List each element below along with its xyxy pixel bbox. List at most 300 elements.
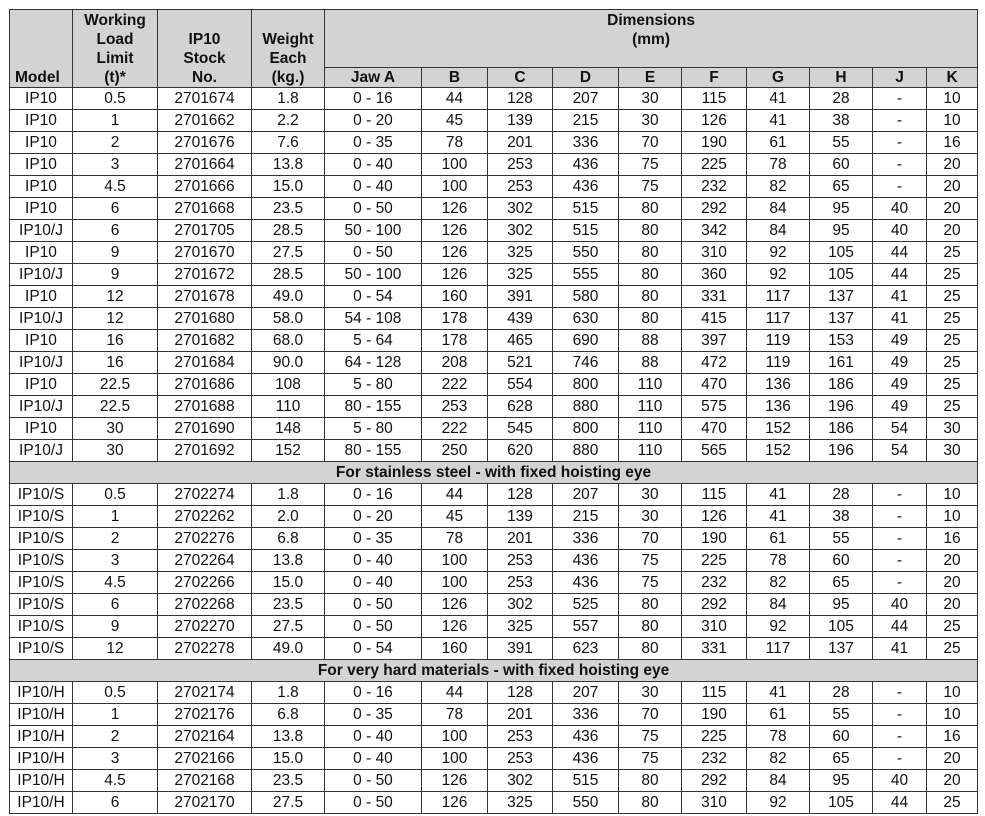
table-cell: 0 - 40 (325, 748, 422, 770)
table-cell: 436 (553, 154, 619, 176)
table-cell: 253 (488, 154, 553, 176)
table-cell: 415 (682, 308, 747, 330)
table-cell: IP10/J (10, 308, 73, 330)
table-cell: 23.5 (252, 770, 325, 792)
table-cell: 65 (810, 572, 873, 594)
table-cell: 6 (73, 792, 158, 814)
table-row (10, 638, 978, 660)
table-cell: 25 (927, 242, 978, 264)
table-cell: 6 (73, 198, 158, 220)
table-cell: IP10/H (10, 726, 73, 748)
table-cell: 10 (927, 506, 978, 528)
table-cell: 6 (73, 220, 158, 242)
table-cell: 152 (747, 418, 810, 440)
table-cell: 2702268 (158, 594, 252, 616)
table-cell: 92 (747, 242, 810, 264)
table-cell: 545 (488, 418, 553, 440)
table-row (10, 286, 978, 308)
table-cell: 470 (682, 418, 747, 440)
table-row (10, 154, 978, 176)
header-weight-line1: Weight (262, 31, 314, 48)
table-cell: 44 (873, 616, 927, 638)
table-cell: 25 (927, 286, 978, 308)
table-cell: 119 (747, 352, 810, 374)
table-cell: 15.0 (252, 748, 325, 770)
table-cell: 49.0 (252, 286, 325, 308)
table-cell: 41 (747, 88, 810, 110)
table-cell: 190 (682, 528, 747, 550)
table-cell: 25 (927, 616, 978, 638)
table-cell: 550 (553, 792, 619, 814)
header-weight-line2: Each (269, 50, 307, 67)
table-row (10, 352, 978, 374)
table-cell: 554 (488, 374, 553, 396)
table-cell: 90.0 (252, 352, 325, 374)
table-cell: 75 (619, 748, 682, 770)
table-cell: - (873, 506, 927, 528)
table-cell: 75 (619, 176, 682, 198)
table-cell: 100 (422, 176, 488, 198)
table-cell: 2701674 (158, 88, 252, 110)
table-cell: 222 (422, 418, 488, 440)
table-cell: 2701690 (158, 418, 252, 440)
table-cell: 80 (619, 220, 682, 242)
table-cell: 25 (927, 396, 978, 418)
table-row (10, 770, 978, 792)
table-cell: 61 (747, 704, 810, 726)
header-dim-g: G (747, 68, 810, 88)
table-cell: 44 (422, 484, 488, 506)
table-cell: 84 (747, 594, 810, 616)
table-cell: 137 (810, 308, 873, 330)
table-cell: 126 (422, 792, 488, 814)
table-cell: 65 (810, 176, 873, 198)
header-dimensions (325, 10, 978, 68)
table-cell: 436 (553, 550, 619, 572)
table-cell: 222 (422, 374, 488, 396)
table-cell: IP10/H (10, 682, 73, 704)
spec-table-container (9, 9, 977, 814)
table-cell: 30 (619, 88, 682, 110)
table-cell: 178 (422, 330, 488, 352)
table-cell: 207 (553, 682, 619, 704)
table-cell: 628 (488, 396, 553, 418)
table-cell: 58.0 (252, 308, 325, 330)
table-cell: 64 - 128 (325, 352, 422, 374)
table-cell: 310 (682, 242, 747, 264)
header-stock-line3: No. (192, 69, 217, 86)
table-cell: 30 (73, 440, 158, 462)
table-cell: - (873, 88, 927, 110)
table-cell: 126 (422, 220, 488, 242)
table-cell: 92 (747, 792, 810, 814)
table-cell: 0 - 50 (325, 594, 422, 616)
table-cell: 49 (873, 396, 927, 418)
table-cell: 20 (927, 550, 978, 572)
table-row (10, 176, 978, 198)
table-cell: 207 (553, 484, 619, 506)
table-cell: 800 (553, 374, 619, 396)
table-cell: 325 (488, 616, 553, 638)
table-cell: 80 (619, 594, 682, 616)
table-cell: IP10 (10, 418, 73, 440)
table-cell: 28.5 (252, 264, 325, 286)
table-cell: IP10 (10, 176, 73, 198)
table-cell: 16 (927, 528, 978, 550)
table-cell: 16 (73, 352, 158, 374)
table-cell: 0 - 35 (325, 132, 422, 154)
table-cell: 12 (73, 286, 158, 308)
table-cell: 302 (488, 220, 553, 242)
table-cell: 2 (73, 726, 158, 748)
table-cell: 336 (553, 704, 619, 726)
table-cell: IP10 (10, 88, 73, 110)
table-row (10, 88, 978, 110)
table-cell: 110 (619, 440, 682, 462)
table-cell: 2701664 (158, 154, 252, 176)
table-cell: 137 (810, 638, 873, 660)
table-cell: 117 (747, 638, 810, 660)
table-cell: 80 - 155 (325, 396, 422, 418)
table-cell: 160 (422, 638, 488, 660)
table-row (10, 198, 978, 220)
table-cell: 78 (422, 132, 488, 154)
table-cell: 105 (810, 264, 873, 286)
table-cell: IP10 (10, 110, 73, 132)
table-cell: 95 (810, 198, 873, 220)
table-cell: 40 (873, 220, 927, 242)
table-cell: 38 (810, 110, 873, 132)
table-cell: 70 (619, 528, 682, 550)
table-cell: 54 (873, 440, 927, 462)
header-dim-b: B (422, 68, 488, 88)
table-cell: 232 (682, 572, 747, 594)
table-cell: IP10/S (10, 572, 73, 594)
table-cell: 54 (873, 418, 927, 440)
table-cell: 620 (488, 440, 553, 462)
header-dimensions-line1: Dimensions (607, 12, 695, 29)
header-dim-k: K (927, 68, 978, 88)
table-cell: 9 (73, 616, 158, 638)
table-cell: 2702276 (158, 528, 252, 550)
table-cell: 2702164 (158, 726, 252, 748)
table-cell: 0 - 40 (325, 154, 422, 176)
table-cell: 41 (873, 638, 927, 660)
table-cell: 302 (488, 594, 553, 616)
table-cell: - (873, 154, 927, 176)
table-cell: 126 (682, 506, 747, 528)
table-cell: 302 (488, 770, 553, 792)
table-cell: 126 (422, 242, 488, 264)
header-wll-line2: Load (96, 31, 134, 48)
table-cell: 0 - 54 (325, 638, 422, 660)
table-cell: 49 (873, 352, 927, 374)
table-header (10, 10, 978, 88)
table-cell: 2701662 (158, 110, 252, 132)
table-cell: - (873, 726, 927, 748)
table-cell: 15.0 (252, 572, 325, 594)
table-cell: 16 (927, 726, 978, 748)
table-cell: 110 (252, 396, 325, 418)
table-cell: 1 (73, 506, 158, 528)
table-cell: 436 (553, 748, 619, 770)
table-cell: 75 (619, 550, 682, 572)
header-model (10, 10, 73, 88)
header-stock-line1: IP10 (188, 31, 221, 48)
table-cell: 292 (682, 594, 747, 616)
table-cell: 0.5 (73, 682, 158, 704)
table-cell: 3 (73, 154, 158, 176)
table-cell: IP10/S (10, 594, 73, 616)
table-cell: IP10/H (10, 792, 73, 814)
table-cell: 20 (927, 176, 978, 198)
table-cell: 439 (488, 308, 553, 330)
table-cell: 1.8 (252, 682, 325, 704)
table-cell: IP10 (10, 198, 73, 220)
table-cell: 2701705 (158, 220, 252, 242)
table-cell: 0 - 50 (325, 242, 422, 264)
table-cell: 88 (619, 352, 682, 374)
table-cell: 136 (747, 374, 810, 396)
table-cell: 2701682 (158, 330, 252, 352)
table-cell: 196 (810, 440, 873, 462)
table-cell: - (873, 132, 927, 154)
table-cell: 1 (73, 110, 158, 132)
table-cell: 225 (682, 726, 747, 748)
table-cell: 55 (810, 132, 873, 154)
table-cell: 0 - 20 (325, 506, 422, 528)
table-cell: 215 (553, 110, 619, 132)
table-cell: 2 (73, 528, 158, 550)
table-cell: 12 (73, 638, 158, 660)
table-cell: 0 - 35 (325, 528, 422, 550)
table-cell: 41 (747, 682, 810, 704)
table-cell: 30 (619, 484, 682, 506)
table-cell: 325 (488, 792, 553, 814)
table-cell: 20 (927, 748, 978, 770)
table-row (10, 506, 978, 528)
table-cell: 44 (422, 88, 488, 110)
table-row (10, 792, 978, 814)
table-cell: 80 - 155 (325, 440, 422, 462)
table-cell: 391 (488, 638, 553, 660)
table-cell: 472 (682, 352, 747, 374)
table-cell: 0 - 40 (325, 726, 422, 748)
table-cell: 44 (873, 242, 927, 264)
table-cell: 30 (619, 110, 682, 132)
table-row (10, 220, 978, 242)
table-cell: 82 (747, 572, 810, 594)
table-cell: 232 (682, 748, 747, 770)
table-cell: 1 (73, 704, 158, 726)
table-row (10, 572, 978, 594)
table-cell: 2701688 (158, 396, 252, 418)
table-cell: 148 (252, 418, 325, 440)
table-row (10, 330, 978, 352)
table-cell: 253 (488, 572, 553, 594)
table-cell: 41 (747, 110, 810, 132)
table-cell: 2701686 (158, 374, 252, 396)
table-cell: 2701670 (158, 242, 252, 264)
table-cell: - (873, 572, 927, 594)
table-cell: 50 - 100 (325, 264, 422, 286)
table-cell: IP10/S (10, 638, 73, 660)
header-dimensions-line2: (mm) (632, 31, 670, 48)
table-cell: 0 - 16 (325, 682, 422, 704)
table-cell: 110 (619, 396, 682, 418)
table-cell: 80 (619, 308, 682, 330)
table-row (10, 726, 978, 748)
table-cell: IP10/S (10, 506, 73, 528)
table-cell: 30 (927, 440, 978, 462)
table-cell: 75 (619, 154, 682, 176)
table-cell: IP10 (10, 374, 73, 396)
table-cell: 45 (422, 506, 488, 528)
table-cell: IP10 (10, 242, 73, 264)
table-cell: 178 (422, 308, 488, 330)
table-cell: 436 (553, 726, 619, 748)
table-cell: 28 (810, 88, 873, 110)
table-cell: 2702264 (158, 550, 252, 572)
table-cell: 95 (810, 594, 873, 616)
table-cell: 436 (553, 572, 619, 594)
table-cell: 78 (747, 550, 810, 572)
table-cell: 78 (747, 726, 810, 748)
table-cell: 208 (422, 352, 488, 374)
table-cell: 215 (553, 506, 619, 528)
section-header-row (10, 660, 978, 682)
table-cell: 15.0 (252, 176, 325, 198)
table-cell: 4.5 (73, 572, 158, 594)
table-cell: 61 (747, 528, 810, 550)
table-cell: 20 (927, 198, 978, 220)
table-cell: - (873, 528, 927, 550)
table-row (10, 704, 978, 726)
table-cell: 9 (73, 242, 158, 264)
table-cell: 0 - 54 (325, 286, 422, 308)
table-cell: 690 (553, 330, 619, 352)
table-row (10, 528, 978, 550)
table-cell: 0 - 40 (325, 176, 422, 198)
table-cell: 75 (619, 572, 682, 594)
table-cell: 80 (619, 264, 682, 286)
section-title: For stainless steel - with fixed hoisting eye (10, 462, 978, 484)
table-cell: 12 (73, 308, 158, 330)
table-cell: 2702166 (158, 748, 252, 770)
table-cell: IP10/J (10, 264, 73, 286)
table-cell: 40 (873, 594, 927, 616)
table-cell: 0 - 50 (325, 198, 422, 220)
header-model-label: Model (15, 69, 60, 86)
header-dim-f: F (682, 68, 747, 88)
table-cell: 152 (252, 440, 325, 462)
table-cell: 25 (927, 352, 978, 374)
table-cell: 515 (553, 198, 619, 220)
table-cell: 2702274 (158, 484, 252, 506)
table-cell: 80 (619, 616, 682, 638)
table-cell: 92 (747, 616, 810, 638)
table-row (10, 682, 978, 704)
table-cell: 115 (682, 682, 747, 704)
table-cell: 0 - 50 (325, 616, 422, 638)
table-cell: 2702174 (158, 682, 252, 704)
table-cell: 4.5 (73, 770, 158, 792)
table-cell: 253 (488, 176, 553, 198)
table-cell: 0 - 50 (325, 792, 422, 814)
table-cell: 2701692 (158, 440, 252, 462)
table-cell: 139 (488, 506, 553, 528)
table-cell: 44 (422, 682, 488, 704)
table-cell: 27.5 (252, 242, 325, 264)
table-cell: 41 (747, 506, 810, 528)
table-cell: 253 (488, 726, 553, 748)
table-cell: 100 (422, 726, 488, 748)
table-cell: 80 (619, 286, 682, 308)
table-cell: 201 (488, 132, 553, 154)
table-cell: IP10/S (10, 528, 73, 550)
table-cell: 22.5 (73, 374, 158, 396)
table-cell: 360 (682, 264, 747, 286)
table-cell: 397 (682, 330, 747, 352)
table-cell: IP10/J (10, 440, 73, 462)
table-cell: 25 (927, 308, 978, 330)
table-cell: 9 (73, 264, 158, 286)
table-cell: 139 (488, 110, 553, 132)
table-cell: IP10/H (10, 770, 73, 792)
table-cell: 78 (422, 528, 488, 550)
table-cell: 55 (810, 704, 873, 726)
table-cell: 0.5 (73, 88, 158, 110)
table-cell: 153 (810, 330, 873, 352)
table-cell: 10 (927, 484, 978, 506)
table-cell: 342 (682, 220, 747, 242)
table-cell: 30 (619, 506, 682, 528)
table-cell: 110 (619, 374, 682, 396)
table-cell: IP10 (10, 132, 73, 154)
table-cell: 310 (682, 616, 747, 638)
table-cell: 10 (927, 704, 978, 726)
table-cell: 550 (553, 242, 619, 264)
table-cell: IP10/H (10, 748, 73, 770)
table-cell: 6 (73, 594, 158, 616)
table-cell: 5 - 64 (325, 330, 422, 352)
table-row (10, 110, 978, 132)
table-row (10, 264, 978, 286)
table-cell: 16 (927, 132, 978, 154)
table-cell: 521 (488, 352, 553, 374)
table-cell: IP10/J (10, 220, 73, 242)
table-cell: 30 (927, 418, 978, 440)
table-cell: 465 (488, 330, 553, 352)
table-cell: 41 (873, 308, 927, 330)
table-cell: 50 - 100 (325, 220, 422, 242)
table-cell: 115 (682, 484, 747, 506)
table-cell: 13.8 (252, 550, 325, 572)
table-cell: 13.8 (252, 726, 325, 748)
table-cell: 108 (252, 374, 325, 396)
table-cell: 126 (422, 594, 488, 616)
section-header-row (10, 462, 978, 484)
table-cell: 10 (927, 110, 978, 132)
table-cell: 45 (422, 110, 488, 132)
table-cell: - (873, 110, 927, 132)
table-cell: 25 (927, 264, 978, 286)
table-cell: 38 (810, 506, 873, 528)
table-cell: 302 (488, 198, 553, 220)
table-cell: 27.5 (252, 792, 325, 814)
table-cell: 575 (682, 396, 747, 418)
table-cell: 128 (488, 484, 553, 506)
